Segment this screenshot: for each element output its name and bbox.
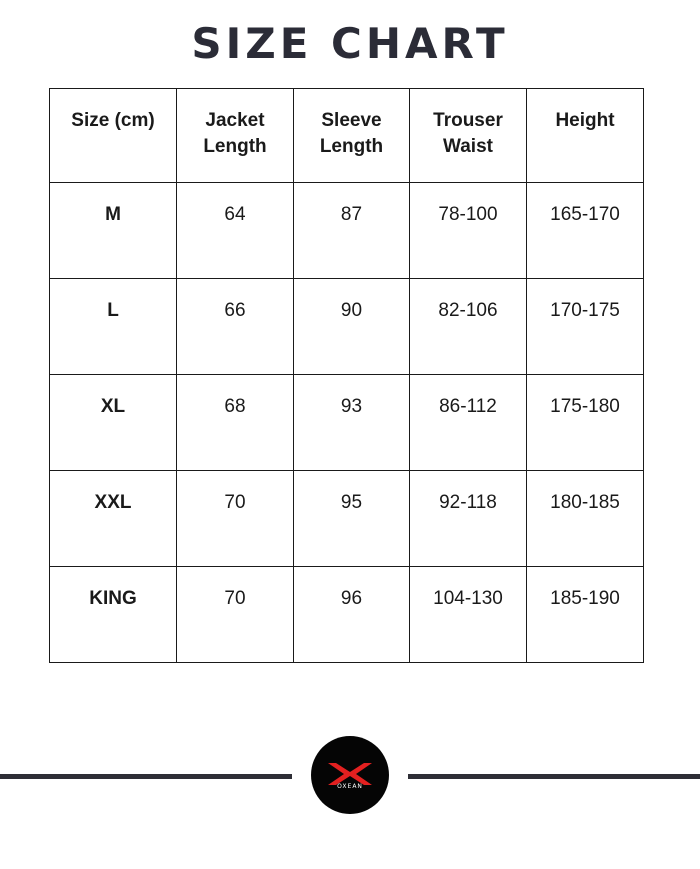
header-jacket-length [177, 89, 294, 183]
header-trouser-waist-line2: Waist [443, 136, 493, 157]
table-row [50, 567, 644, 663]
jacket-length-cell: 68 [177, 375, 294, 471]
size-cell: M [50, 183, 177, 279]
sleeve-length-cell: 96 [294, 567, 410, 663]
sleeve-length-cell: 95 [294, 471, 410, 567]
height-cell: 185-190 [527, 567, 644, 663]
header-size [50, 89, 177, 183]
height-cell: 175-180 [527, 375, 644, 471]
size-cell: L [50, 279, 177, 375]
table-row [50, 471, 644, 567]
size-chart-table [49, 88, 644, 663]
height-cell: 180-185 [527, 471, 644, 567]
trouser-waist-cell: 86-112 [410, 375, 527, 471]
divider-right [408, 774, 700, 779]
size-cell: XL [50, 375, 177, 471]
page-title: SIZE CHART [191, 19, 509, 68]
x-logo-icon [311, 736, 389, 814]
header-jacket-length-line2: Length [203, 136, 267, 157]
header-trouser-waist-line1: Trouser [433, 110, 503, 131]
header-height-label: Height [555, 110, 615, 131]
brand-logo-text: OXEAN [337, 783, 363, 790]
table-row [50, 279, 644, 375]
header-sleeve-length [294, 89, 410, 183]
trouser-waist-cell: 104-130 [410, 567, 527, 663]
header-size-label: Size (cm) [71, 110, 155, 131]
trouser-waist-cell: 92-118 [410, 471, 527, 567]
sleeve-length-cell: 87 [294, 183, 410, 279]
size-cell: KING [50, 567, 177, 663]
trouser-waist-cell: 82-106 [410, 279, 527, 375]
jacket-length-cell: 70 [177, 567, 294, 663]
header-jacket-length-line1: Jacket [205, 110, 265, 131]
brand-logo [311, 736, 389, 814]
header-height [527, 89, 644, 183]
sleeve-length-cell: 93 [294, 375, 410, 471]
table-header-row [50, 89, 644, 183]
table-row [50, 375, 644, 471]
size-cell: XXL [50, 471, 177, 567]
height-cell: 165-170 [527, 183, 644, 279]
sleeve-length-cell: 90 [294, 279, 410, 375]
header-sleeve-length-line1: Sleeve [321, 110, 382, 131]
divider-left [0, 774, 292, 779]
trouser-waist-cell: 78-100 [410, 183, 527, 279]
jacket-length-cell: 64 [177, 183, 294, 279]
jacket-length-cell: 70 [177, 471, 294, 567]
header-trouser-waist [410, 89, 527, 183]
header-sleeve-length-line2: Length [319, 136, 384, 157]
jacket-length-cell: 66 [177, 279, 294, 375]
table-row [50, 183, 644, 279]
height-cell: 170-175 [527, 279, 644, 375]
